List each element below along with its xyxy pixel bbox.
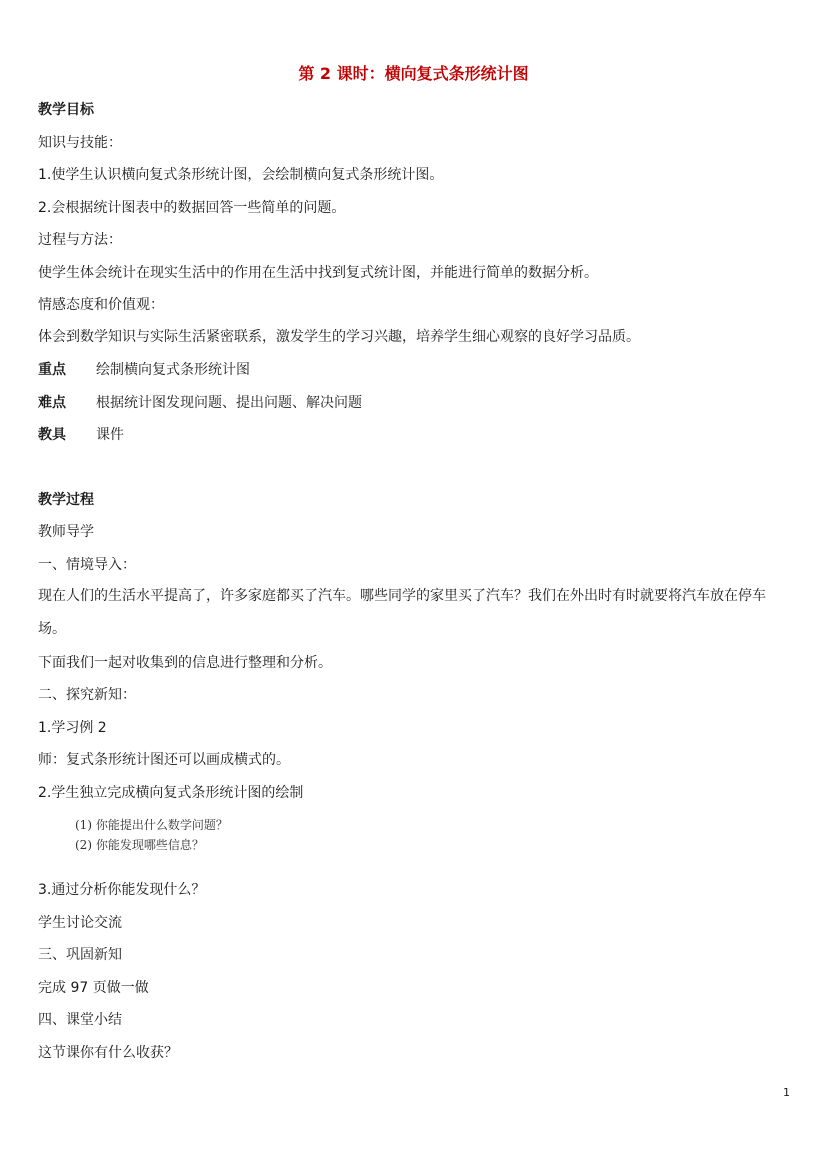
section-4-text: 这节课你有什么收获？: [38, 1045, 178, 1061]
section-1-text-2: 下面我们一起对收集到的信息进行整理和分析。: [38, 655, 332, 671]
section-3-heading: 三、巩固新知: [38, 947, 122, 963]
process-method-text: 使学生体会统计在现实生活中的作用在生活中找到复式统计图，并能进行简单的数据分析。: [38, 265, 598, 281]
section-3-text: 完成 97 页做一做: [38, 980, 149, 996]
section-2-item-2: 2.学生独立完成横向复式条形统计图的绘制: [38, 785, 304, 801]
section-4-heading: 四、课堂小结: [38, 1012, 122, 1028]
figure-question-2: (2) 你能发现哪些信息？: [75, 838, 204, 852]
teaching-aid-label: 教具: [38, 427, 66, 443]
process-sub-heading: 教师导学: [38, 524, 94, 540]
process-heading: 教学过程: [38, 492, 94, 508]
question-figure: [75, 815, 275, 857]
objectives-heading: 教学目标: [38, 102, 94, 118]
section-2-item-3-text: 学生讨论交流: [38, 915, 122, 931]
difficulty-label: 难点: [38, 395, 66, 411]
process-method-heading: 过程与方法：: [38, 232, 122, 248]
knowledge-heading: 知识与技能：: [38, 135, 122, 151]
emotion-text: 体会到数学知识与实际生活紧密联系，激发学生的学习兴趣，培养学生细心观察的良好学习品质。: [38, 329, 640, 345]
knowledge-item-1: 1.使学生认识横向复式条形统计图，会绘制横向复式条形统计图。: [38, 167, 444, 183]
figure-question-1: (1) 你能提出什么数学问题？: [75, 818, 228, 832]
section-2-item-1-text: 师：复式条形统计图还可以画成横式的。: [38, 752, 290, 768]
key-point-value: 绘制横向复式条形统计图: [96, 362, 250, 378]
difficulty-row: [38, 393, 797, 413]
knowledge-item-2: 2.会根据统计图表中的数据回答一些简单的问题。: [38, 200, 346, 216]
section-1-text: 现在人们的生活水平提高了，许多家庭都买了汽车。哪些同学的家里买了汽车？我们在外出时有时就要将汽车放在停车场。: [38, 588, 766, 637]
section-2-item-1: 1.学习例 2: [38, 720, 107, 736]
page-title: 第 2 课时：横向复式条形统计图: [298, 64, 529, 83]
page-number: 1: [783, 1086, 790, 1099]
section-1-heading: 一、情境导入：: [38, 557, 136, 573]
key-point-label: 重点: [38, 362, 66, 378]
key-point-row: [38, 360, 797, 380]
emotion-heading: 情感态度和价值观：: [38, 297, 164, 313]
teaching-aid-value: 课件: [96, 427, 124, 443]
difficulty-value: 根据统计图发现问题、提出问题、解决问题: [96, 395, 362, 411]
teaching-aid-row: [38, 425, 797, 445]
section-2-item-3: 3.通过分析你能发现什么？: [38, 882, 206, 898]
section-2-heading: 二、探究新知：: [38, 687, 136, 703]
